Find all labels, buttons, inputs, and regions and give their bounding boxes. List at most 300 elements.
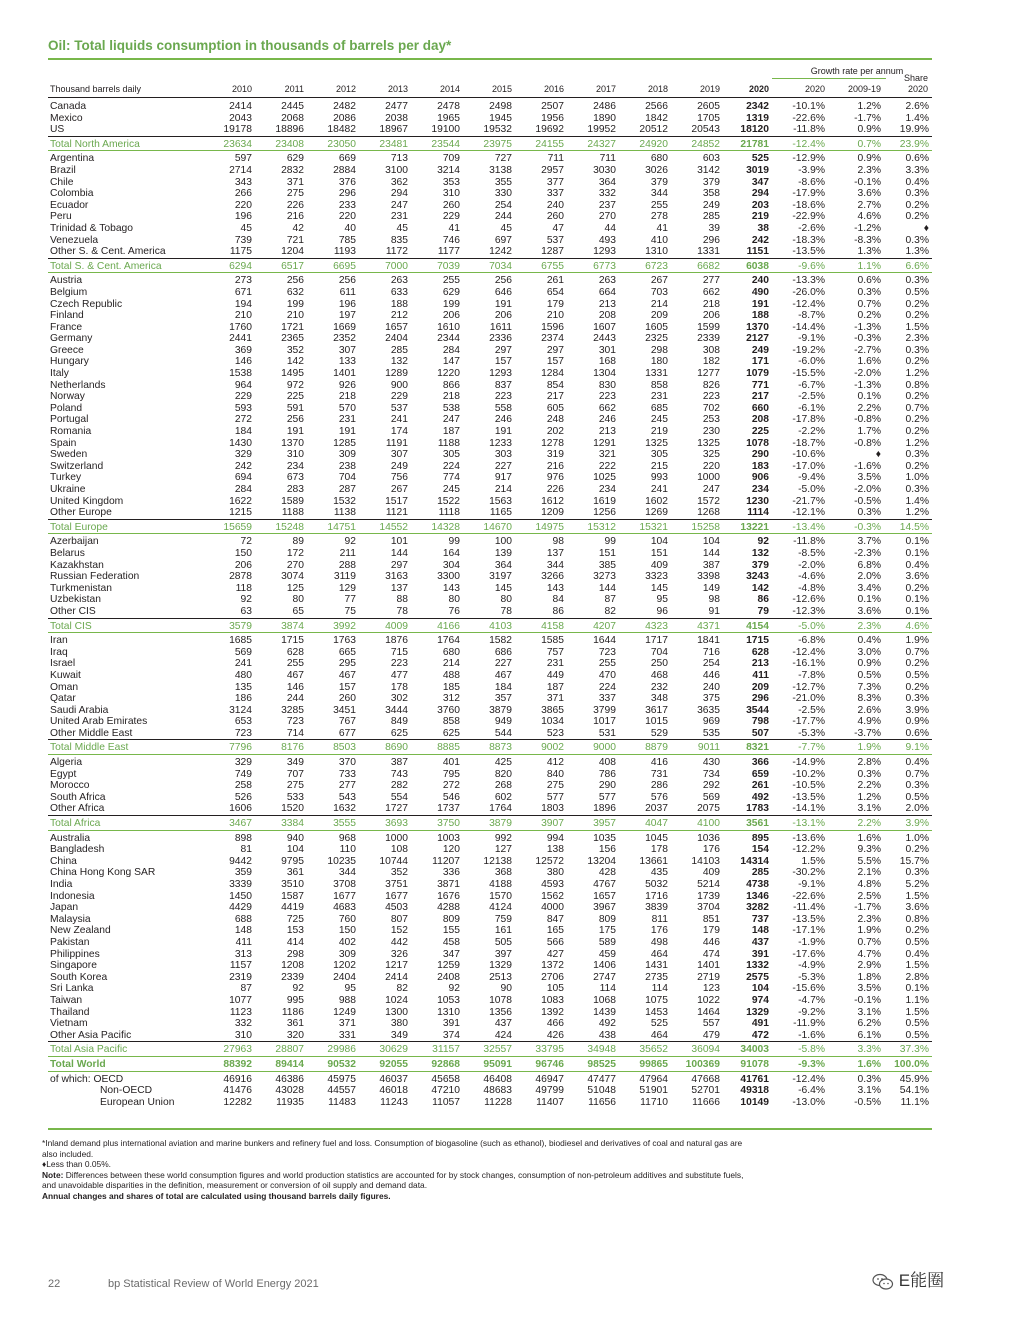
value-cell: 255 [598, 658, 616, 670]
growth-cell: -2.6% [798, 222, 825, 234]
table-row [48, 124, 932, 136]
share-cell: 0.9% [905, 716, 929, 728]
table-row [48, 101, 932, 113]
row-label: Italy [50, 368, 69, 380]
value-cell: 138 [546, 844, 564, 856]
table-row [48, 635, 932, 647]
growth-cell: -21.0% [792, 693, 825, 705]
row-label: Norway [50, 391, 85, 403]
value-cell: 191 [494, 298, 512, 310]
value-cell: 505 [494, 936, 512, 948]
value-cell: 114 [651, 983, 668, 995]
value-cell: 12572 [535, 855, 564, 867]
row-label: Ecuador [50, 199, 89, 211]
value-cell: 145 [650, 582, 668, 594]
table-row [48, 705, 932, 717]
row-label: Saudi Arabia [50, 704, 109, 716]
value-cell: 231 [338, 414, 356, 426]
value-cell: 223 [598, 391, 616, 403]
value-cell: 1078 [746, 437, 769, 449]
growth-cell: 1.3% [857, 246, 881, 258]
value-cell: 2482 [333, 101, 356, 112]
year-header-2015: 2015 [491, 84, 512, 94]
value-cell: 662 [598, 402, 616, 414]
value-cell: 242 [751, 234, 769, 246]
value-cell: 1431 [645, 960, 668, 972]
growth-cell: 1.6% [857, 832, 881, 844]
value-cell: 352 [390, 867, 408, 879]
table-row [48, 728, 932, 740]
value-cell: 19952 [587, 124, 616, 136]
value-cell: 227 [494, 658, 512, 670]
value-cell: 51048 [587, 1085, 616, 1097]
growth-cell: 0.4% [857, 635, 881, 647]
value-cell: 1202 [333, 960, 356, 972]
table-row [48, 1018, 932, 1030]
share-cell: 0.2% [905, 414, 929, 426]
value-cell: 437 [494, 1018, 512, 1030]
share-cell: 45.9% [899, 1073, 929, 1085]
value-cell: 569 [702, 791, 720, 803]
growth-cell: -17.6% [792, 948, 825, 960]
value-cell: 46947 [535, 1073, 564, 1085]
table-row [48, 560, 932, 572]
value-cell: 8879 [645, 742, 668, 754]
value-cell: 9795 [281, 855, 304, 867]
value-cell: 310 [442, 188, 460, 200]
value-cell: 285 [751, 867, 769, 879]
value-cell: 1430 [229, 437, 252, 449]
value-cell: 40 [344, 222, 356, 234]
value-cell: 18896 [275, 124, 304, 136]
value-cell: 3142 [697, 164, 720, 176]
growth-cell: 0.1% [857, 391, 881, 403]
value-cell: 3693 [385, 818, 408, 830]
value-cell: 179 [702, 925, 720, 937]
year-header-2017: 2017 [595, 84, 616, 94]
value-cell: 662 [702, 286, 720, 298]
value-cell: 246 [494, 414, 512, 426]
value-cell: 45658 [431, 1073, 460, 1085]
value-cell: 969 [702, 716, 720, 728]
value-cell: 305 [650, 449, 668, 461]
growth-cell: 4.6% [857, 211, 881, 223]
row-label: New Zealand [50, 925, 111, 937]
value-cell: 263 [598, 275, 616, 287]
value-cell: 357 [494, 693, 512, 705]
growth-cell: -1.6% [854, 460, 881, 472]
value-cell: 210 [546, 310, 564, 322]
growth-cell: -1.7% [854, 112, 881, 124]
value-cell: 1053 [437, 994, 460, 1006]
row-label: Israel [50, 658, 76, 670]
share-cell: 0.7% [905, 646, 929, 658]
share-cell: 2.6% [905, 101, 929, 112]
value-cell: 3019 [746, 164, 769, 176]
share-label: Share [903, 73, 928, 83]
value-cell: 4207 [593, 620, 616, 632]
value-cell: 840 [546, 768, 564, 780]
footnote-1b: also included. [42, 1148, 94, 1159]
growth-cell: -13.6% [792, 832, 825, 844]
value-cell: 23408 [275, 138, 304, 150]
value-cell: 29986 [327, 1044, 356, 1056]
share-cell: 1.9% [905, 635, 929, 647]
value-cell: 223 [390, 658, 408, 670]
value-cell: 366 [751, 757, 769, 769]
value-cell: 1325 [697, 437, 720, 449]
table-row [48, 275, 932, 287]
value-cell: 442 [390, 936, 408, 948]
value-cell: 6038 [746, 260, 769, 272]
growth-cell: -5.0% [798, 620, 825, 632]
row-label: Uzbekistan [50, 594, 101, 606]
growth-cell: -2.0% [854, 368, 881, 380]
value-cell: 809 [442, 913, 460, 925]
value-cell: 11666 [692, 1096, 720, 1108]
growth-cell: -8.7% [798, 310, 825, 322]
value-cell: 371 [338, 1018, 356, 1030]
data-table-body [48, 101, 932, 1108]
value-cell: 91078 [740, 1058, 769, 1070]
value-cell: 27963 [223, 1044, 252, 1056]
value-cell: 261 [546, 275, 564, 287]
growth-cell: 3.7% [857, 536, 881, 548]
value-cell: 1715 [746, 635, 769, 647]
value-cell: 414 [286, 936, 304, 948]
row-label: Pakistan [50, 936, 90, 948]
value-cell: 659 [751, 768, 769, 780]
value-cell: 263 [390, 275, 408, 287]
value-cell: 277 [338, 780, 356, 792]
growth-cell: 6.1% [857, 1029, 881, 1041]
value-cell: 900 [390, 379, 408, 391]
value-cell: 250 [650, 658, 668, 670]
value-cell: 45975 [327, 1073, 356, 1085]
value-cell: 268 [494, 780, 512, 792]
value-cell: 347 [442, 948, 460, 960]
value-cell: 137 [390, 582, 408, 594]
table-row [48, 299, 932, 311]
value-cell: 680 [442, 646, 460, 658]
value-cell: 290 [751, 449, 769, 461]
value-cell: 46037 [379, 1073, 408, 1085]
value-cell: 157 [494, 356, 512, 368]
table-row [48, 356, 932, 368]
value-cell: 230 [702, 426, 720, 438]
value-cell: 258 [234, 780, 252, 792]
value-cell: 24920 [639, 138, 668, 150]
value-cell: 3635 [697, 704, 720, 716]
value-cell: 123 [702, 983, 720, 995]
value-cell: 677 [338, 727, 356, 739]
value-cell: 307 [390, 449, 408, 461]
value-cell: 118 [235, 582, 252, 594]
value-cell: 4009 [385, 620, 408, 632]
value-cell: 35652 [639, 1044, 668, 1056]
value-cell: 19692 [535, 124, 564, 136]
value-cell: 458 [442, 936, 460, 948]
share-cell: 2.0% [905, 803, 929, 815]
value-cell: 36094 [691, 1044, 720, 1056]
value-cell: 89 [292, 536, 304, 548]
value-cell: 104 [286, 844, 304, 856]
value-cell: 297 [494, 344, 512, 356]
value-cell: 498 [650, 936, 668, 948]
value-cell: 854 [546, 379, 564, 391]
value-cell: 240 [751, 275, 769, 287]
value-cell: 202 [546, 426, 564, 438]
value-cell: 157 [338, 681, 356, 693]
value-cell: 34948 [587, 1044, 616, 1056]
growth-cell: -15.5% [792, 368, 825, 380]
value-cell: 242 [234, 460, 252, 472]
growth-cell: 2.0% [857, 571, 881, 583]
growth-cell: -1.2% [854, 222, 881, 234]
value-cell: 1890 [593, 112, 616, 124]
value-cell: 387 [702, 559, 720, 571]
row-label: China Hong Kong SAR [50, 867, 156, 879]
value-cell: 4154 [746, 620, 769, 632]
share-cell: 0.2% [905, 582, 929, 594]
value-cell: 191 [751, 298, 769, 310]
share-cell: 0.1% [905, 983, 929, 995]
value-cell: 1392 [541, 1006, 564, 1018]
value-cell: 308 [702, 344, 720, 356]
growth-cell: 0.7% [857, 138, 881, 150]
value-cell: 2747 [593, 971, 616, 983]
row-label: Total North America [50, 138, 140, 150]
value-cell: 1165 [489, 507, 512, 519]
value-cell: 3282 [746, 902, 769, 914]
value-cell: 319 [546, 449, 564, 461]
value-cell: 723 [234, 727, 252, 739]
value-cell: 3879 [489, 818, 512, 830]
value-cell: 1589 [281, 495, 304, 507]
value-cell: 795 [442, 768, 460, 780]
value-cell: 206 [442, 310, 460, 322]
value-cell: 605 [546, 402, 564, 414]
share-cell: 6.6% [905, 260, 929, 272]
value-cell: 108 [390, 844, 408, 856]
value-cell: 41 [448, 222, 460, 234]
growth-cell: 2.3% [857, 164, 881, 176]
value-cell: 52701 [691, 1085, 720, 1097]
value-cell: 577 [546, 791, 564, 803]
value-cell: 20543 [691, 124, 720, 136]
value-cell: 1268 [697, 507, 720, 519]
table-row [48, 879, 932, 891]
growth-cell: 2.5% [857, 890, 881, 902]
value-cell: 3163 [385, 571, 408, 583]
growth-cell: -14.4% [792, 321, 825, 333]
value-cell: 707 [286, 768, 304, 780]
growth-cell: -5.3% [798, 727, 825, 739]
value-cell: 669 [338, 153, 356, 165]
row-label: Venezuela [50, 234, 99, 246]
value-cell: 1003 [437, 832, 460, 844]
row-label: Non-OECD [100, 1085, 153, 1097]
growth-cell: -6.4% [798, 1085, 825, 1097]
value-cell: 7000 [385, 260, 408, 272]
value-cell: 459 [598, 948, 616, 960]
value-cell: 760 [338, 913, 356, 925]
wechat-icon [872, 1273, 894, 1291]
value-cell: 19532 [483, 124, 512, 136]
value-cell: 467 [286, 669, 304, 681]
value-cell: 371 [546, 693, 564, 705]
growth-cell: -13.1% [792, 818, 825, 830]
value-cell: 2714 [229, 164, 252, 176]
value-cell: 467 [494, 669, 512, 681]
value-cell: 625 [442, 727, 460, 739]
value-cell: 275 [546, 780, 564, 792]
value-cell: 2336 [489, 333, 512, 345]
share-cell: 0.4% [905, 948, 929, 960]
value-cell: 144 [390, 547, 408, 559]
value-cell: 38 [757, 222, 769, 234]
value-cell: 1764 [437, 635, 460, 647]
value-cell: 47668 [691, 1073, 720, 1085]
value-cell: 3467 [229, 818, 252, 830]
value-cell: 72 [240, 536, 252, 548]
value-cell: 591 [286, 402, 304, 414]
value-cell: 391 [442, 1018, 460, 1030]
value-cell: 352 [286, 344, 304, 356]
value-cell: 364 [598, 176, 616, 188]
value-cell: 203 [751, 199, 769, 211]
value-cell: 254 [702, 658, 720, 670]
value-cell: 529 [650, 727, 668, 739]
value-cell: 255 [442, 275, 460, 287]
value-cell: 1727 [385, 803, 408, 815]
value-cell: 2414 [229, 101, 252, 112]
value-cell: 45 [500, 222, 512, 234]
value-cell: 379 [702, 176, 720, 188]
value-cell: 1717 [645, 635, 668, 647]
table-row [48, 995, 932, 1007]
value-cell: 988 [338, 994, 356, 1006]
share-cell: 0.8% [905, 379, 929, 391]
row-label: Other Asia Pacific [50, 1029, 132, 1041]
growth-cell: -12.4% [792, 1073, 825, 1085]
value-cell: 182 [702, 356, 720, 368]
value-cell: 84 [552, 594, 564, 606]
value-cell: 344 [650, 188, 668, 200]
growth-cell: -12.4% [792, 298, 825, 310]
growth-cell: -17.8% [792, 414, 825, 426]
value-cell: 82 [604, 605, 616, 617]
value-cell: 213 [751, 658, 769, 670]
value-cell: 206 [234, 559, 252, 571]
value-cell: 214 [650, 298, 668, 310]
value-cell: 3708 [333, 879, 356, 890]
value-cell: 430 [702, 757, 720, 769]
growth-cell: 0.1% [857, 594, 881, 606]
row-label: Sweden [50, 449, 88, 461]
memo-row [48, 1085, 932, 1097]
value-cell: 964 [234, 379, 252, 391]
table-row [48, 188, 932, 200]
value-cell: 2404 [333, 971, 356, 983]
growth-cell: -4.9% [798, 960, 825, 972]
value-cell: 213 [598, 426, 616, 438]
value-cell: 331 [338, 1029, 356, 1041]
value-cell: 6755 [541, 260, 564, 272]
value-cell: 435 [650, 867, 668, 879]
value-cell: 1563 [489, 495, 512, 507]
table-row [48, 461, 932, 473]
growth-cell: 4.8% [857, 879, 881, 890]
value-cell: 697 [494, 234, 512, 246]
value-cell: 995 [286, 994, 304, 1006]
table-row [48, 223, 932, 235]
growth-cell: -10.2% [792, 768, 825, 780]
year-header-2020: 2020 [748, 84, 769, 94]
share-cell: 0.3% [905, 275, 929, 287]
value-cell: 362 [390, 176, 408, 188]
page-number: 22 [48, 1278, 61, 1290]
value-cell: 798 [751, 716, 769, 728]
value-cell: 11407 [536, 1096, 564, 1108]
value-cell: 90 [500, 983, 512, 995]
row-divider [48, 1056, 932, 1058]
table-row [48, 200, 932, 212]
value-cell: 2127 [746, 333, 769, 345]
value-cell: 146 [234, 356, 252, 368]
value-cell: 898 [234, 832, 252, 844]
row-divider [48, 739, 932, 741]
value-cell: 184 [494, 681, 512, 693]
value-cell: 1157 [229, 960, 252, 972]
growth-cell: -9.4% [798, 472, 825, 484]
row-label: Kazakhstan [50, 559, 104, 571]
row-label: Total Middle East [50, 742, 129, 754]
value-cell: 1610 [437, 321, 460, 333]
value-cell: 187 [442, 426, 460, 438]
share-cell: 0.1% [905, 536, 929, 548]
row-divider [48, 1071, 932, 1073]
share-cell: 0.2% [905, 356, 929, 368]
value-cell: 4000 [541, 902, 564, 914]
value-cell: 226 [546, 484, 564, 495]
value-cell: 220 [234, 199, 252, 211]
value-cell: 298 [650, 344, 668, 356]
table-row [48, 949, 932, 961]
value-cell: 21781 [740, 138, 769, 150]
value-cell: 411 [752, 669, 769, 681]
value-cell: 428 [598, 867, 616, 879]
row-label: India [50, 879, 73, 890]
row-label: Thailand [50, 1006, 90, 1018]
value-cell: 1538 [229, 368, 252, 380]
value-cell: 3957 [593, 818, 616, 830]
share-cell: 0.6% [905, 153, 929, 165]
value-cell: 295 [338, 658, 356, 670]
value-cell: 1319 [746, 112, 769, 124]
value-cell: 2339 [697, 333, 720, 345]
value-cell: 3451 [333, 704, 356, 716]
value-cell: 739 [234, 234, 252, 246]
value-cell: 326 [390, 948, 408, 960]
row-label: China [50, 855, 77, 867]
value-cell: 490 [751, 286, 769, 298]
footnote-calc: Annual changes and shares of total are calculated using thousand barrels daily figures. [42, 1190, 391, 1201]
value-cell: 12282 [223, 1096, 252, 1108]
row-label: Belarus [50, 547, 85, 559]
value-cell: 1114 [747, 507, 769, 519]
value-cell: 1233 [489, 437, 512, 449]
